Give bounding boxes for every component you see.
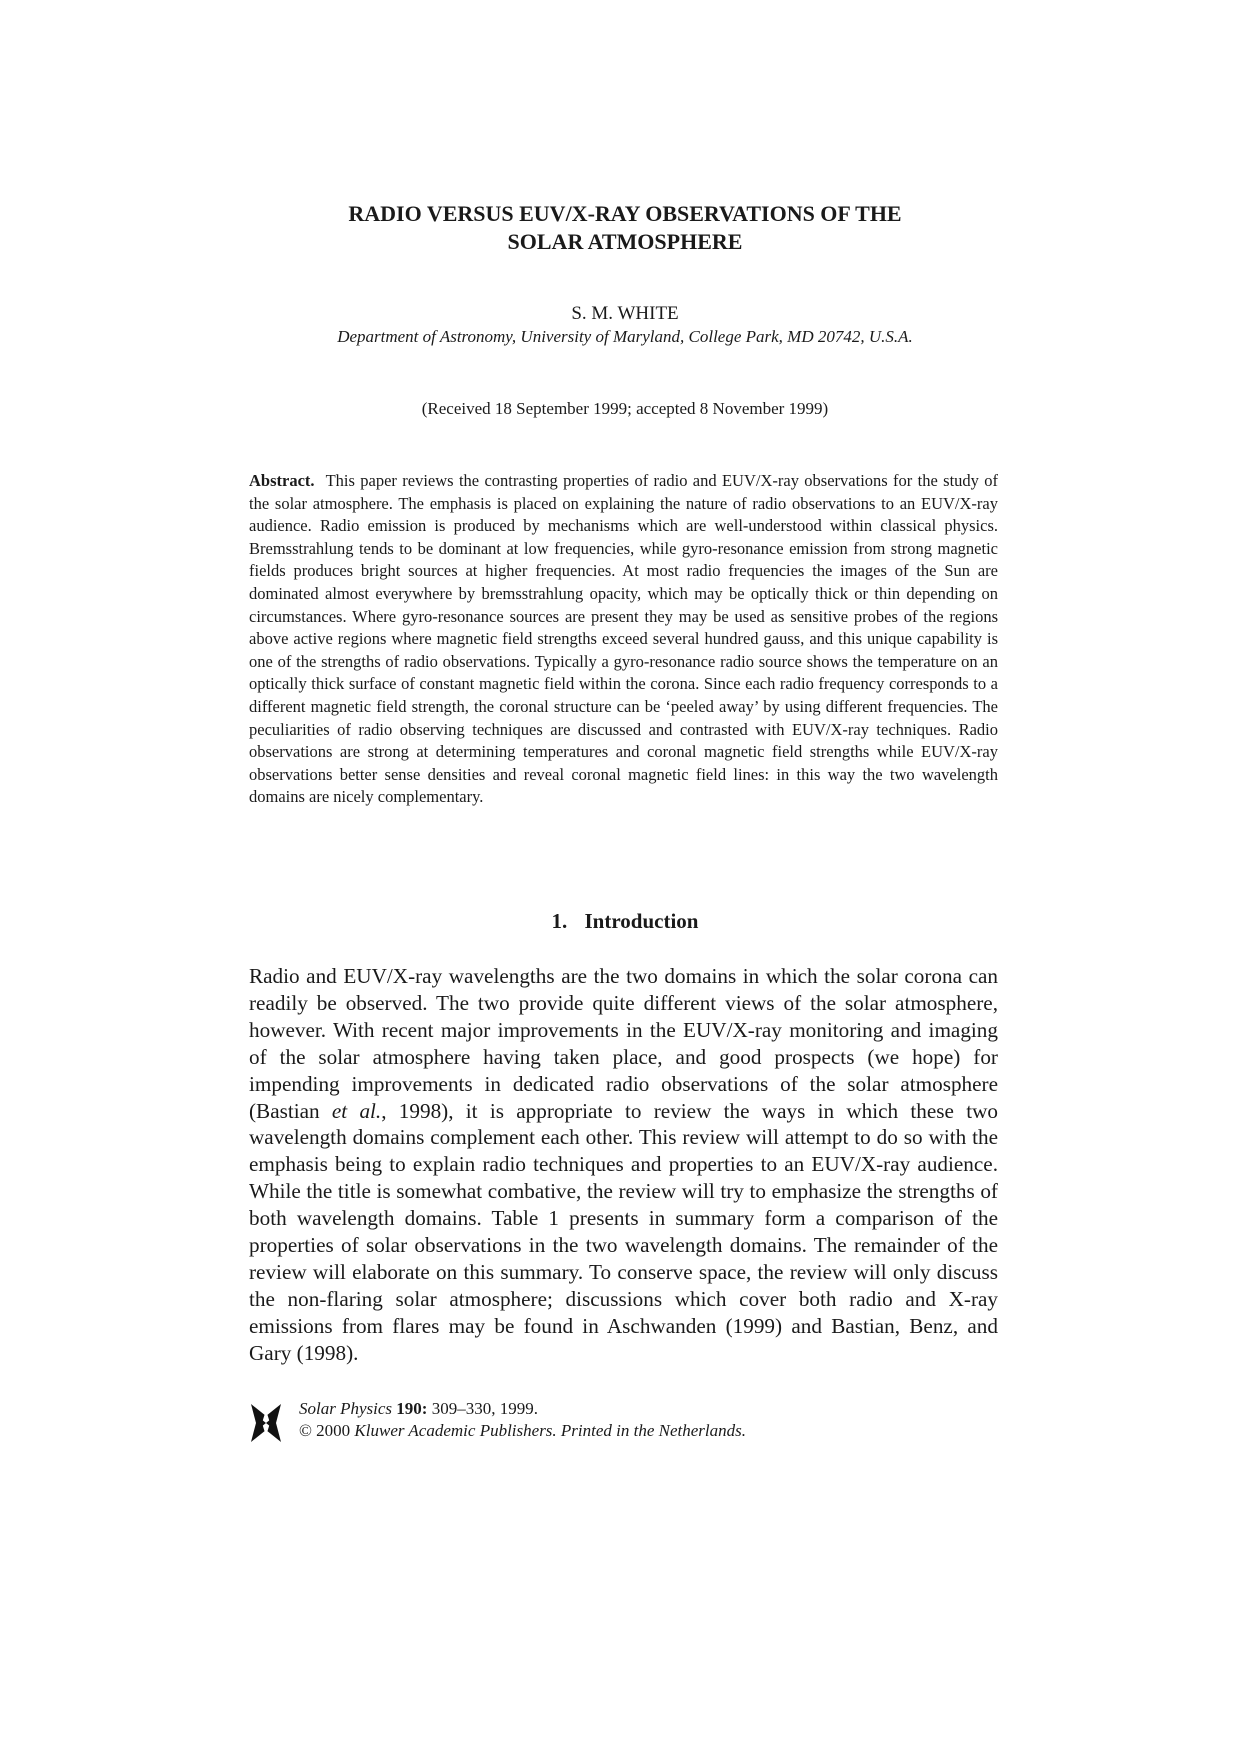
section-number: 1. bbox=[551, 909, 568, 933]
journal-pages: 309–330, 1999. bbox=[431, 1399, 538, 1418]
copyright-line bbox=[299, 1420, 746, 1442]
abstract-label: Abstract. bbox=[249, 471, 315, 490]
title-line-2: SOLAR ATMOSPHERE bbox=[507, 229, 743, 254]
printed-location: Printed in the Netherlands. bbox=[560, 1421, 747, 1440]
author-name: S. M. WHITE bbox=[571, 303, 679, 324]
intro-et-al: et al. bbox=[331, 1098, 382, 1123]
publisher-logo-icon bbox=[249, 1402, 283, 1444]
introduction-paragraph bbox=[249, 963, 998, 1367]
copyright-year: 2000 bbox=[316, 1421, 351, 1440]
intro-text-part2: , 1998), it is appropriate to review the ways in which these two wavelength domains complement each other. This review will attempt to do so with the emphasis being to explain radio techniques and properties to an EUV/X-ray audience. While the title is somewhat combative, the review will try to emphasize the strengths of both wavelength domains. Table 1 presents in summary form a comparison of the properties of solar observations in the two wavelength domains. The remainder of the review will elaborate on this summary. To conserve space, the review will only discuss the non-flaring solar atmosphere; discussions which cover both radio and X-ray emissions from flares may be found in Aschwanden (1999) and Bastian, Benz, and Gary (1998). bbox=[249, 1098, 999, 1365]
section-title: Introduction bbox=[584, 909, 699, 933]
section-heading bbox=[250, 908, 1000, 934]
publisher-name: Kluwer Academic Publishers. bbox=[354, 1421, 557, 1440]
journal-footer bbox=[249, 1398, 1009, 1448]
journal-volume: 190: bbox=[396, 1399, 428, 1418]
author-affiliation: Department of Astronomy, University of Maryland, College Park, MD 20742, U.S.A. bbox=[337, 327, 913, 346]
copyright-symbol: © bbox=[299, 1421, 312, 1440]
intro-text-part1: Radio and EUV/X-ray wavelengths are the two domains in which the solar corona can readily be observed. The two provide quite different views of the solar atmosphere, however. With recent major improvements in the EUV/X-ray monitoring and imaging of the solar atmosphere having taken place, and good prospects (we hope) for impending improvements in dedicated radio observations of the solar atmosphere (Bastian bbox=[249, 964, 998, 1123]
title-line-1: RADIO VERSUS EUV/X-RAY OBSERVATIONS OF THE bbox=[348, 201, 902, 226]
received-dates: (Received 18 September 1999; accepted 8 November 1999) bbox=[421, 399, 829, 418]
journal-name: Solar Physics bbox=[299, 1399, 393, 1418]
journal-citation bbox=[299, 1398, 538, 1420]
abstract bbox=[249, 470, 998, 809]
abstract-text: This paper reviews the contrasting properties of radio and EUV/X-ray observations for the study of the solar atmosphere. The emphasis is placed on explaining the nature of radio observations to an EUV/X-ray audience. Radio emission is produced by mechanisms which are well-understood within classical physics. Bremsstrahlung tends to be dominant at low frequencies, while gyro-resonance emission from strong magnetic fields produces bright sources at higher frequencies. At most radio frequencies the images of the Sun are dominated almost everywhere by bremsstrahlung opacity, which may be optically thick or thin depending on circumstances. Where gyro-resonance sources are present they may be used as sensitive probes of the regions above active regions where magnetic field strengths exceed several hundred gauss, and this unique capability is one of the strengths of radio observations. Typically a gyro-resonance radio source shows the temperature on an optically thick surface of constant magnetic field within the corona. Since each radio frequency corresponds to a different magnetic field strength, the coronal structure can be ‘peeled away’ by using different frequencies. The peculiarities of radio observing techniques are discussed and contrasted with EUV/X-ray techniques. Radio observations are strong at determining temperatures and coronal magnetic field strengths while EUV/X-ray observations better sense densities and reveal coronal magnetic field lines: in this way the two wavelength domains are nicely complementary. bbox=[249, 471, 999, 807]
paper-title bbox=[250, 200, 1000, 256]
